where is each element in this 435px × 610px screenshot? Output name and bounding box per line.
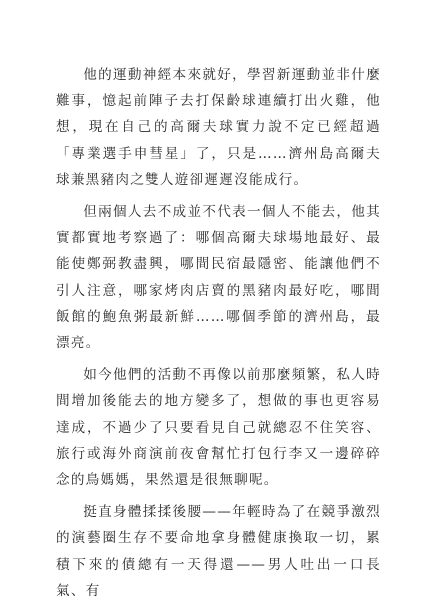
paragraph-1: 他的運動神經本來就好，學習新運動並非什麼難事，憶起前陣子去打保齡球連續打出火雞，他想，現在自己的高爾夫球實力說不定已經超過「專業選手申彗星」了，只是……濟州島高爾夫球兼黑豬肉之雙人遊卻遲遲沒能成行。 [56, 67, 381, 188]
document-page [56, 62, 381, 610]
paragraph-3: 如今他們的活動不再像以前那麼頻繁，私人時間增加後能去的地方變多了，想做的事也更容易達成，不過少了只要看見自己就總忍不住笑容、旅行或海外商演前夜會幫忙打包行李又一邊碎碎念的鳥媽媽，果然還是很無聊呢。 [56, 367, 381, 489]
paragraph-4: 挺直身體揉揉後腰——年輕時為了在競爭激烈的演藝圈生存不要命地拿身體健康換取一切，累積下來的債總有一天得還——男人吐出一口長氣、有 [56, 504, 381, 599]
paragraph-2: 但兩個人去不成並不代表一個人不能去，他其實都實地考察過了：哪個高爾夫球場地最好、最能使鄭弼教盡興，哪間民宿最隱密、能讓他們不引人注意，哪家烤肉店賣的黑豬肉最好吃，哪間飯館的鮑魚粥最新鮮……哪個季節的濟州島，最漂亮。 [56, 204, 381, 352]
